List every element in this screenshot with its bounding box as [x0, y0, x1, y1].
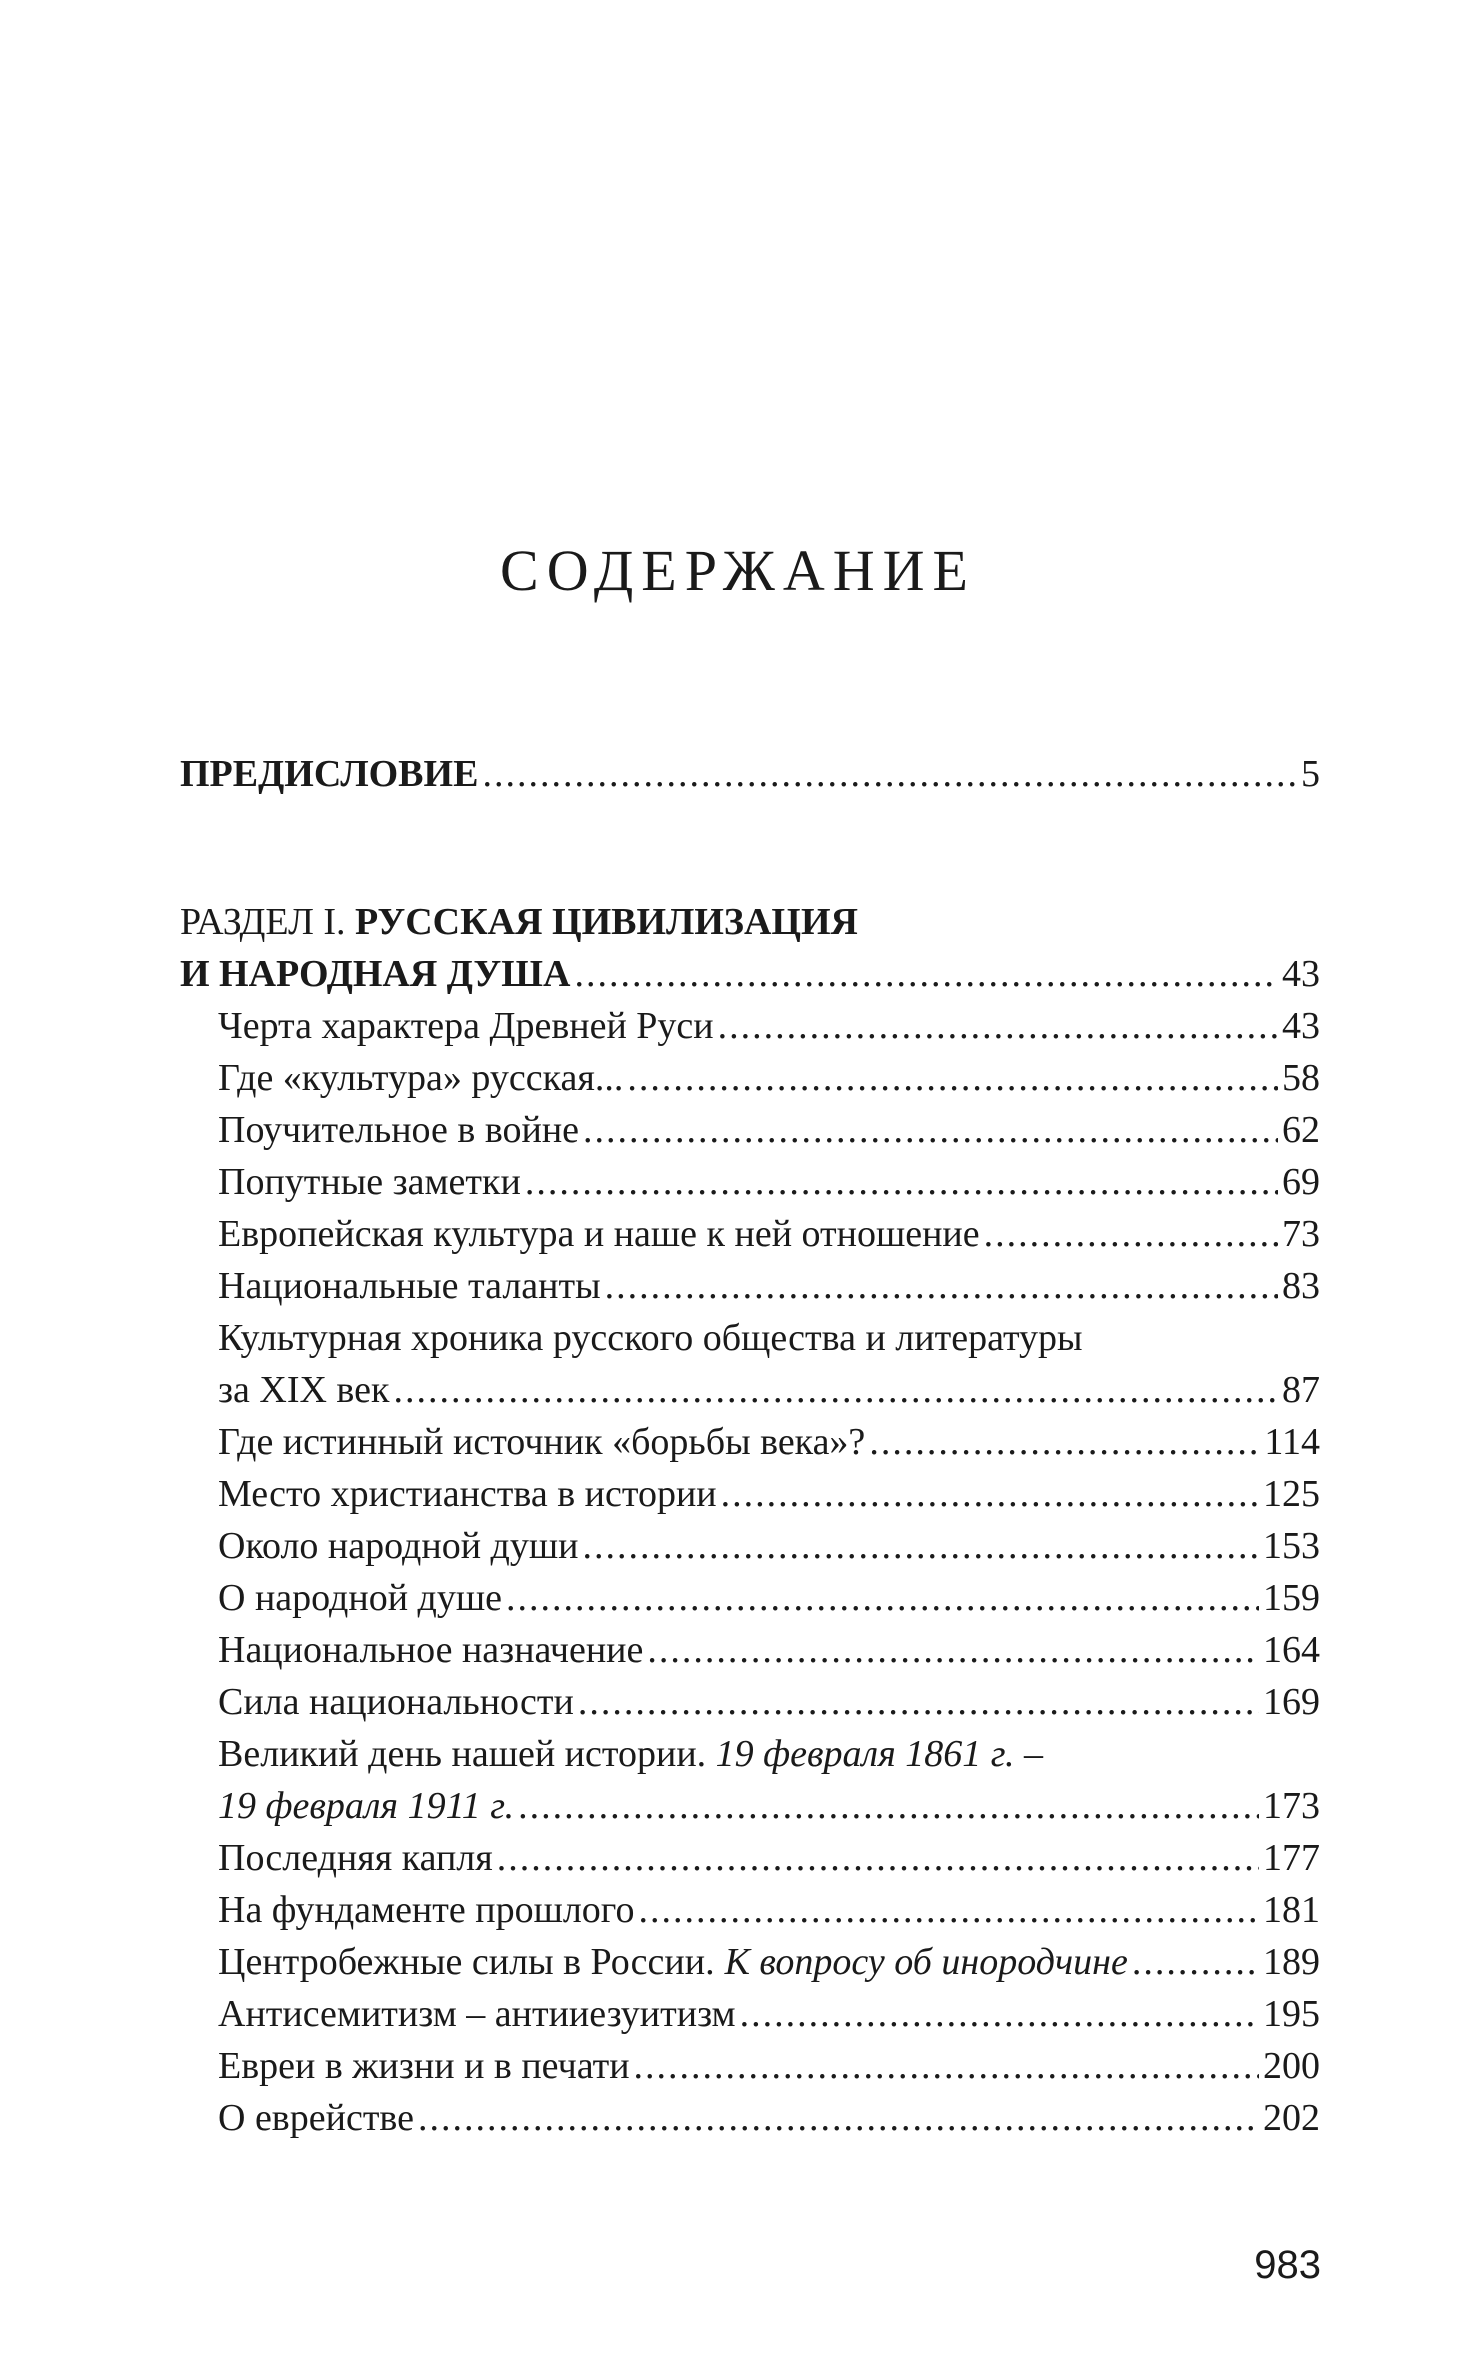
leader-dots	[583, 1104, 1278, 1156]
toc-entry[interactable]	[218, 1104, 1320, 1156]
leader-dots	[1132, 1936, 1259, 1988]
toc-entry-title: О народной душе	[218, 1577, 503, 1619]
leader-dots	[721, 1468, 1259, 1520]
toc-page-number: 5	[1301, 753, 1320, 795]
toc-page-number: 189	[1263, 1941, 1320, 1983]
leader-dots	[647, 1624, 1259, 1676]
page-title: СОДЕРЖАНИЕ	[500, 538, 976, 603]
toc-entry[interactable]	[218, 1156, 1320, 1208]
toc-page-number: 69	[1282, 1161, 1320, 1203]
leader-dots	[482, 748, 1297, 800]
toc-page-number: 43	[1282, 953, 1320, 995]
toc-entry-title: Место христианства в истории	[218, 1473, 717, 1515]
leader-dots	[525, 1156, 1278, 1208]
toc-entry-title: за XIX век	[218, 1369, 390, 1411]
toc-page-number: 202	[1263, 2097, 1320, 2139]
toc-entry-title: Попутные заметки	[218, 1161, 521, 1203]
toc-entry[interactable]	[218, 1572, 1320, 1624]
toc-page-number: 62	[1282, 1109, 1320, 1151]
toc-page-number: 83	[1282, 1265, 1320, 1307]
toc-entry[interactable]	[218, 1884, 1320, 1936]
leader-dots	[574, 948, 1278, 1000]
toc-entry-title: Национальные таланты	[218, 1265, 601, 1307]
toc-entry-title: На фундаменте прошлого	[218, 1889, 635, 1931]
toc-entry-subtitle: К вопросу об инородчине	[724, 1941, 1128, 1983]
toc-entry-title: Европейская культура и наше к ней отношение	[218, 1213, 980, 1255]
toc-entry[interactable]	[218, 1364, 1320, 1416]
toc-entry-line1	[218, 1312, 1320, 1364]
toc-entry[interactable]	[218, 2040, 1320, 2092]
toc-entry-title: Культурная хроника русского общества и литературы	[218, 1317, 1083, 1359]
toc-entry[interactable]	[218, 2092, 1320, 2144]
leader-dots	[638, 1884, 1259, 1936]
toc-entry[interactable]	[218, 1676, 1320, 1728]
toc-entry-title: Антисемитизм – антииезуитизм	[218, 1993, 736, 2035]
toc-entry-line1	[218, 1728, 1320, 1780]
leader-dots	[740, 1988, 1259, 2040]
toc-entry-title: О еврействе	[218, 2097, 415, 2139]
section-title-line1: РУССКАЯ ЦИВИЛИЗАЦИЯ	[355, 901, 858, 943]
toc-entry-title: Поучительное в войне	[218, 1109, 580, 1151]
toc-entry[interactable]	[218, 1520, 1320, 1572]
toc-entry[interactable]	[218, 1780, 1320, 1832]
toc-entry-title: Евреи в жизни и в печати	[218, 2045, 630, 2087]
leader-dots	[718, 1000, 1278, 1052]
toc-entry[interactable]	[218, 1052, 1320, 1104]
leader-dots	[518, 1780, 1259, 1832]
toc-page-number: 164	[1263, 1629, 1320, 1671]
page-number: 983	[1254, 2243, 1321, 2287]
toc-page-number: 43	[1282, 1005, 1320, 1047]
toc-entry-preface[interactable]	[180, 748, 1320, 800]
leader-dots	[634, 2040, 1259, 2092]
toc-page-number: 159	[1263, 1577, 1320, 1619]
toc-page-number: 58	[1282, 1057, 1320, 1099]
leader-dots	[418, 2092, 1259, 2144]
toc-entry-section1[interactable]	[180, 948, 1320, 1000]
toc-page-number: 177	[1263, 1837, 1320, 1879]
toc-entry-title: Национальное назначение	[218, 1629, 644, 1671]
leader-dots	[497, 1832, 1259, 1884]
section-heading-line1	[180, 896, 1320, 948]
toc-entry[interactable]	[218, 1000, 1320, 1052]
toc-page-number: 73	[1282, 1213, 1320, 1255]
toc-entry-title: Сила национальности	[218, 1681, 574, 1723]
leader-dots	[869, 1416, 1260, 1468]
leader-dots	[984, 1208, 1278, 1260]
toc-entry-title: Великий день нашей истории.	[218, 1733, 707, 1775]
toc-entry[interactable]	[218, 1988, 1320, 2040]
toc-entry-title: Последняя капля	[218, 1837, 493, 1879]
leader-dots	[578, 1676, 1259, 1728]
toc-entry-subtitle: 19 февраля 1861 г. –	[715, 1733, 1044, 1775]
toc-entry[interactable]	[218, 1208, 1320, 1260]
leader-dots	[506, 1572, 1259, 1624]
toc-page-number: 173	[1263, 1785, 1320, 1827]
toc-page-number: 181	[1263, 1889, 1320, 1931]
toc-entry[interactable]	[218, 1468, 1320, 1520]
toc-entry-title: ПРЕДИСЛОВИЕ	[180, 753, 479, 795]
toc-entry[interactable]	[218, 1936, 1320, 1988]
toc-page-number: 169	[1263, 1681, 1320, 1723]
toc-entry-title: Центробежные силы в России.	[218, 1941, 715, 1983]
toc-entry-title: Где истинный источник «борьбы века»?	[218, 1421, 866, 1463]
leader-dots	[582, 1520, 1259, 1572]
toc-page-number: 114	[1264, 1421, 1320, 1463]
toc-entry[interactable]	[218, 1260, 1320, 1312]
toc-page-number: 125	[1263, 1473, 1320, 1515]
leader-dots	[605, 1260, 1278, 1312]
section-prefix: РАЗДЕЛ I.	[180, 901, 346, 943]
toc-entry-title: Черта характера Древней Руси	[218, 1005, 714, 1047]
toc-entry[interactable]	[218, 1416, 1320, 1468]
section-title-line2: И НАРОДНАЯ ДУША	[180, 953, 571, 995]
toc-page-number: 195	[1263, 1993, 1320, 2035]
leader-dots	[393, 1364, 1278, 1416]
toc-page-number: 200	[1263, 2045, 1320, 2087]
leader-dots	[627, 1052, 1278, 1104]
toc-page-number: 153	[1263, 1525, 1320, 1567]
toc-entry-title: Около народной души	[218, 1525, 579, 1567]
toc-entry-title: Где «культура» русская...	[218, 1057, 624, 1099]
toc-entry[interactable]	[218, 1832, 1320, 1884]
toc-entry-subtitle: 19 февраля 1911 г.	[218, 1785, 515, 1827]
toc-entry[interactable]	[218, 1624, 1320, 1676]
toc-page-number: 87	[1282, 1369, 1320, 1411]
